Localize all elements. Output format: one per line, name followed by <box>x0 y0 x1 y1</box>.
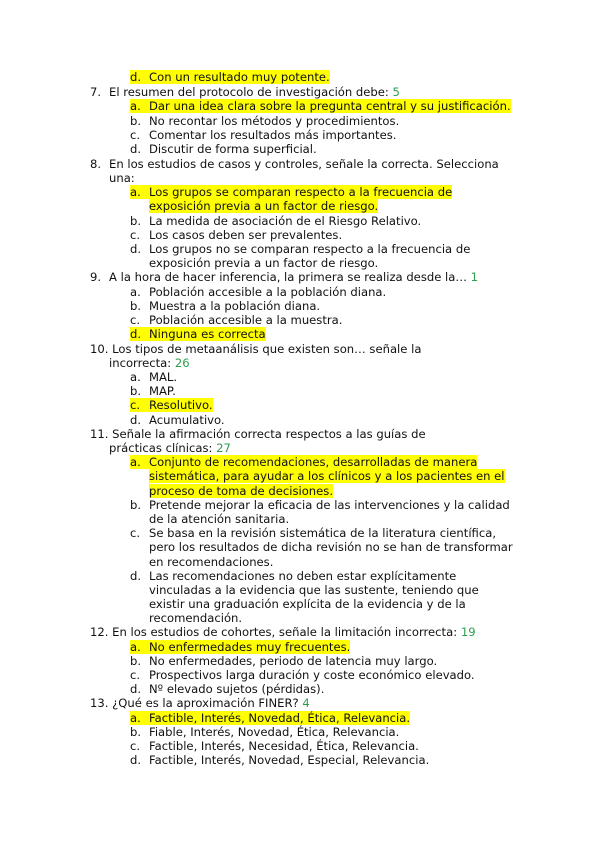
line-text: existir una graduación explícita de la evidencia y de la <box>149 597 466 611</box>
line-content <box>130 711 410 725</box>
answer-option-line <box>130 569 456 583</box>
option-label: a. <box>130 370 141 384</box>
answer-option-line <box>130 99 511 113</box>
answer-option-line <box>90 157 499 171</box>
answer-option-line <box>130 370 177 384</box>
answer-option-line <box>130 398 213 412</box>
option-label: a. <box>130 185 141 199</box>
line-text: 12. En los estudios de cohortes, señale la limitación incorrecta: <box>90 625 458 639</box>
option-label: a. <box>130 640 141 654</box>
option-label: c. <box>130 526 141 540</box>
answer-option-line <box>130 114 399 128</box>
option-label: d. <box>130 327 142 341</box>
question-line <box>149 199 378 213</box>
line-content <box>130 285 386 299</box>
line-text: La medida de asociación de el Riesgo Relativo. <box>149 214 422 228</box>
line-text: Nº elevado sujetos (pérdidas). <box>149 682 325 696</box>
line-text: Fiable, Interés, Novedad, Ética, Relevancia. <box>149 725 400 739</box>
answer-option-line <box>130 228 342 242</box>
line-text: MAP. <box>149 384 176 398</box>
answer-option-line <box>130 654 437 668</box>
question-line <box>149 583 479 597</box>
line-text: No recontar los métodos y procedimientos. <box>149 114 400 128</box>
line-content <box>130 228 342 242</box>
option-label: b. <box>130 214 142 228</box>
line-content <box>130 384 176 398</box>
answer-option-line <box>130 313 342 327</box>
line-text: una: <box>109 171 135 185</box>
line-text: Conjunto de recomendaciones, desarrolladas de manera <box>149 455 478 469</box>
line-content <box>130 640 350 654</box>
line-content <box>149 583 479 597</box>
option-label: a. <box>130 285 141 299</box>
answer-option-line <box>130 214 421 228</box>
line-content <box>130 753 429 767</box>
option-label: d. <box>130 70 142 84</box>
line-content <box>149 469 505 483</box>
line-content <box>90 157 499 171</box>
line-text: 10. Los tipos de metaanálisis que existen son… señale la <box>90 342 422 356</box>
line-content <box>90 342 421 356</box>
line-content <box>130 526 496 540</box>
line-content <box>90 270 467 284</box>
line-content <box>130 682 324 696</box>
question-line <box>109 356 190 370</box>
answer-option-line <box>130 682 324 696</box>
option-label: c. <box>130 739 141 753</box>
option-label: d. <box>130 682 142 696</box>
line-content <box>130 299 320 313</box>
answer-option-line <box>130 285 386 299</box>
question-line <box>109 171 135 185</box>
line-content <box>130 185 452 199</box>
line-content <box>130 242 470 256</box>
line-content <box>130 398 213 412</box>
answer-option-line <box>130 413 225 427</box>
line-text: incorrecta: <box>109 356 172 370</box>
answer-option-line <box>130 526 496 540</box>
answer-option-line <box>130 739 419 753</box>
line-text: Población accesible a la muestra. <box>149 313 343 327</box>
line-text: A la hora de hacer inferencia, la primera se realiza desde la… <box>109 270 467 284</box>
line-text: sistemática, para ayudar a los clínicos y a los pacientes en el <box>149 469 505 483</box>
line-content <box>130 725 399 739</box>
line-content <box>90 696 299 710</box>
option-label: c. <box>130 668 141 682</box>
line-content <box>130 569 456 583</box>
line-content <box>130 99 511 113</box>
line-content <box>149 256 378 270</box>
line-content <box>109 171 135 185</box>
question-line <box>149 484 333 498</box>
option-label: a. <box>130 455 141 469</box>
line-text: Discutir de forma superficial. <box>149 142 317 156</box>
score-number: 5 <box>392 85 400 99</box>
line-text: Población accesible a la población diana. <box>149 285 387 299</box>
option-label: a. <box>130 711 141 725</box>
line-text: proceso de toma de decisiones. <box>149 484 334 498</box>
line-content <box>130 128 396 142</box>
question-line <box>149 469 505 483</box>
line-text: Los grupos se comparan respecto a la frecuencia de <box>149 185 453 199</box>
option-label: 7. <box>90 85 102 99</box>
option-label: d. <box>130 753 142 767</box>
line-content <box>149 540 513 554</box>
answer-option-line <box>130 70 330 84</box>
option-label: a. <box>130 99 141 113</box>
line-text: Factible, Interés, Necesidad, Ética, Relevancia. <box>149 739 419 753</box>
option-label: c. <box>130 228 141 242</box>
line-text: Comentar los resultados más importantes. <box>149 128 397 142</box>
line-text: Se basa en la revisión sistemática de la literatura científica, <box>149 526 497 540</box>
question-line <box>90 625 476 639</box>
question-line <box>149 555 273 569</box>
question-line <box>90 427 426 441</box>
line-text: prácticas clínicas: <box>109 441 213 455</box>
question-line <box>149 597 466 611</box>
line-content <box>130 498 510 512</box>
score-number: 4 <box>302 696 310 710</box>
line-text: No enfermedades muy frecuentes. <box>149 640 351 654</box>
option-label: c. <box>130 313 141 327</box>
line-content <box>130 114 399 128</box>
answer-option-line <box>130 185 452 199</box>
question-line <box>149 256 378 270</box>
line-content <box>130 455 477 469</box>
score-number: 26 <box>174 356 190 370</box>
line-content <box>130 142 317 156</box>
line-text: Con un resultado muy potente. <box>149 70 330 84</box>
line-text: recomendación. <box>149 611 243 625</box>
line-text: Pretende mejorar la eficacia de las intervenciones y la calidad <box>149 498 510 512</box>
line-content <box>90 427 426 441</box>
line-text: 11. Señale la afirmación correcta respectos a las guías de <box>90 427 426 441</box>
line-content <box>149 199 378 213</box>
line-content <box>130 313 342 327</box>
score-number: 19 <box>460 625 476 639</box>
line-content <box>130 70 330 84</box>
line-text: de la atención sanitaria. <box>149 512 290 526</box>
line-text: Ninguna es correcta <box>149 327 266 341</box>
option-label: b. <box>130 725 142 739</box>
option-label: b. <box>130 299 142 313</box>
option-label: d. <box>130 242 142 256</box>
line-content <box>130 654 437 668</box>
answer-option-line <box>130 640 350 654</box>
line-text: en recomendaciones. <box>149 555 274 569</box>
line-content <box>90 625 457 639</box>
option-label: b. <box>130 114 142 128</box>
answer-option-line <box>130 384 176 398</box>
line-content <box>149 555 273 569</box>
option-label: c. <box>130 128 141 142</box>
question-line <box>109 441 231 455</box>
line-text: Las recomendaciones no deben estar explícitamente <box>149 569 457 583</box>
score-number: 27 <box>216 441 231 455</box>
line-text: exposición previa a un factor de riesgo. <box>149 256 379 270</box>
answer-option-line <box>130 142 317 156</box>
line-text: pero los resultados de dicha revisión no se han de transformar <box>149 540 513 554</box>
line-content <box>149 484 333 498</box>
answer-option-line <box>130 327 266 341</box>
line-text: MAL. <box>149 370 178 384</box>
answer-option-line <box>130 498 510 512</box>
option-label: b. <box>130 654 142 668</box>
question-line <box>149 540 513 554</box>
option-label: d. <box>130 413 142 427</box>
line-content <box>149 597 466 611</box>
line-text: En los estudios de casos y controles, señale la correcta. Selecciona <box>109 157 499 171</box>
answer-option-line <box>130 299 320 313</box>
answer-option-line <box>130 455 477 469</box>
option-label: b. <box>130 498 142 512</box>
answer-option-line <box>90 270 478 284</box>
line-text: Factible, Interés, Novedad, Especial, Relevancia. <box>149 753 430 767</box>
line-text: Prospectivos larga duración y coste económico elevado. <box>149 668 475 682</box>
answer-option-line <box>130 711 410 725</box>
option-label: 9. <box>90 270 102 284</box>
answer-option-line <box>130 753 429 767</box>
question-line <box>90 342 421 356</box>
line-text: Muestra a la población diana. <box>149 299 321 313</box>
line-content <box>109 356 171 370</box>
answer-option-line <box>90 85 400 99</box>
question-line <box>90 696 310 710</box>
line-content <box>149 512 289 526</box>
line-text: El resumen del protocolo de investigación debe: <box>109 85 389 99</box>
option-label: 8. <box>90 157 102 171</box>
answer-option-line <box>130 242 470 256</box>
answer-option-line <box>130 668 475 682</box>
line-content <box>90 85 389 99</box>
line-text: exposición previa a un factor de riesgo. <box>149 199 379 213</box>
line-text: Dar una idea clara sobre la pregunta central y su justificación. <box>149 99 511 113</box>
line-text: Acumulativo. <box>149 413 225 427</box>
question-line <box>149 611 242 625</box>
line-text: Factible, Interés, Novedad, Ética, Relevancia. <box>149 711 411 725</box>
question-line <box>149 512 289 526</box>
option-label: d. <box>130 142 142 156</box>
line-content <box>130 214 421 228</box>
answer-option-line <box>130 725 399 739</box>
option-label: b. <box>130 384 142 398</box>
option-label: d. <box>130 569 142 583</box>
line-content <box>149 611 242 625</box>
line-text: Los casos deben ser prevalentes. <box>149 228 343 242</box>
line-content <box>109 441 212 455</box>
line-text: Los grupos no se comparan respecto a la frecuencia de <box>149 242 471 256</box>
line-content <box>130 739 419 753</box>
line-content <box>130 370 177 384</box>
line-content <box>130 668 475 682</box>
answer-option-line <box>130 128 396 142</box>
option-label: c. <box>130 398 141 412</box>
line-text: vinculadas a la evidencia que las sustente, teniendo que <box>149 583 479 597</box>
line-content <box>130 327 266 341</box>
line-text: No enfermedades, periodo de latencia muy largo. <box>149 654 438 668</box>
line-text: 13. ¿Qué es la aproximación FINER? <box>90 696 299 710</box>
line-text: Resolutivo. <box>149 398 213 412</box>
line-content <box>130 413 225 427</box>
score-number: 1 <box>470 270 479 284</box>
